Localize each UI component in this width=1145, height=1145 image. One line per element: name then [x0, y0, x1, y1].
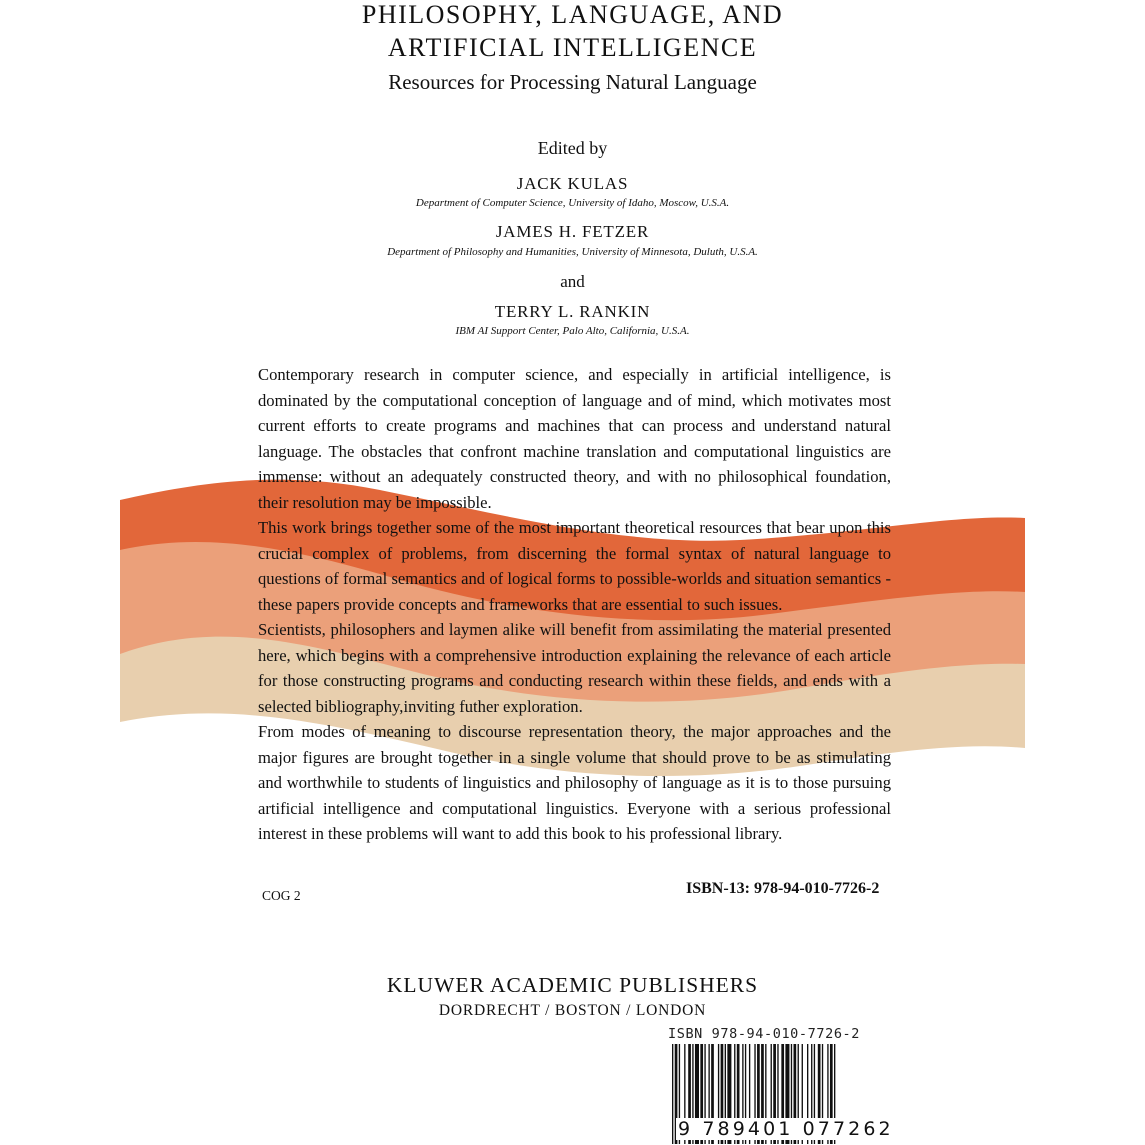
- description-paragraph: From modes of meaning to discourse representation theory, the major approaches and the major figures are brought together in a single volume that should prove to be as stimulating and worthwhile to students of linguistics and philosophy of language as it is to those pursuing artificial intelligence and computational linguistics. Everyone with a serious professional interest in these problems will want to add this book to his professional library.: [258, 722, 891, 843]
- book-description: [258, 362, 891, 847]
- isbn-label: ISBN-13: 978-94-010-7726-2: [686, 880, 880, 897]
- description-paragraph: Scientists, philosophers and laymen alike will benefit from assimilating the material presented here, which begins with a comprehensive introduction explaining the relevance of each article for those constructing programs and conducting research within these fields, and ends with a selected bibliography,inviting futher exploration.: [258, 620, 891, 716]
- publisher-name: KLUWER ACADEMIC PUBLISHERS: [386, 973, 759, 997]
- book-title-line-2: ARTIFICIAL INTELLIGENCE: [387, 33, 758, 62]
- barcode-bar: [672, 1044, 673, 1144]
- description-paragraph: This work brings together some of the most important theoretical resources that bear upon this crucial complex of problems, from discerning the formal syntax of natural language to questions of formal semantics and of logical forms to possible-worlds and situation semantics - these papers provide concepts and frameworks that are essential to such issues.: [258, 518, 891, 614]
- editor-name: JAMES H. FETZER: [495, 222, 650, 241]
- editor-affiliation: IBM AI Support Center, Palo Alto, California, U.S.A.: [455, 325, 690, 337]
- description-paragraph: Contemporary research in computer science, and especially in artificial intelligence, is dominated by the computational conception of language and of mind, which motivates most current efforts to create programs and machines that can process and understand natural language. The obstacles that confront machine translation and computational linguistics are immense: without an adequately constructed theory, and with no philosophical foundation, their resolution may be impossible.: [258, 365, 891, 512]
- and-label: and: [560, 272, 585, 291]
- editor-affiliation: Department of Computer Science, University of Idaho, Moscow, U.S.A.: [415, 197, 730, 209]
- edited-by-label: Edited by: [537, 138, 608, 158]
- book-title-line-1: PHILOSOPHY, LANGUAGE, AND: [361, 0, 784, 29]
- editor-name: JACK KULAS: [516, 174, 629, 193]
- barcode-isbn-text: ISBN 978-94-010-7726-2: [668, 1026, 861, 1042]
- barcode-digits: 9 789401 077262: [678, 1118, 894, 1140]
- publisher-cities: DORDRECHT / BOSTON / LONDON: [438, 1002, 707, 1019]
- book-subtitle: Resources for Processing Natural Language: [388, 70, 757, 94]
- editor-name: TERRY L. RANKIN: [494, 302, 651, 321]
- series-code: COG 2: [262, 888, 301, 903]
- editor-affiliation: Department of Philosophy and Humanities, University of Minnesota, Duluth, U.S.A.: [387, 246, 758, 258]
